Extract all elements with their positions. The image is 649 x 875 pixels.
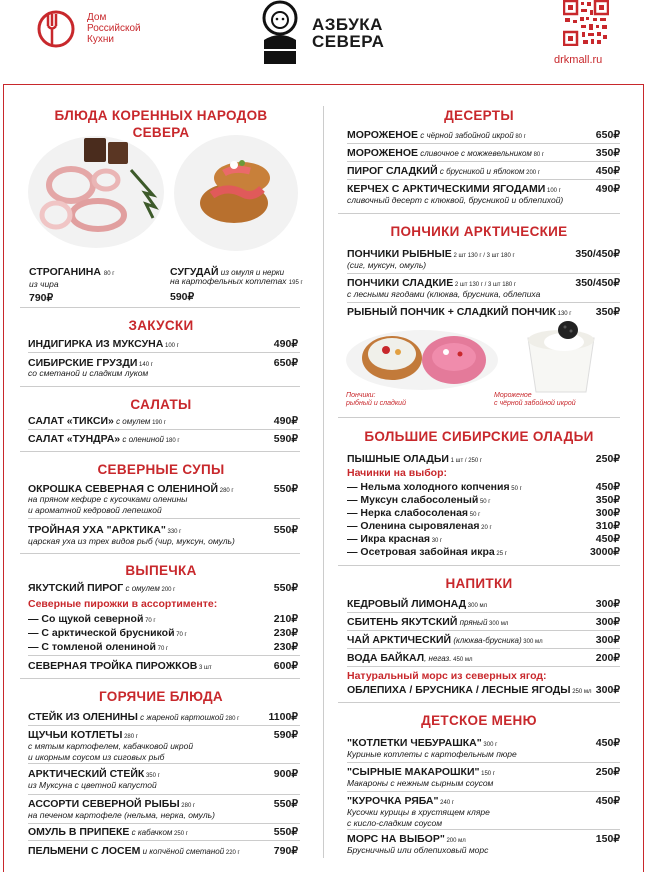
azbuka-line: АЗБУКА [312, 15, 383, 34]
item-name: — С арктической брусникой [28, 627, 175, 639]
item-desc [28, 741, 193, 762]
item-name: — Муксун слабосоленый [347, 494, 479, 506]
pirozhki-label: Северные пирожки в ассортименте: [28, 598, 218, 610]
item-sub: пряный [457, 618, 488, 627]
item-price: 490₽ [595, 183, 620, 195]
item-name: СУГУДАЙ [170, 266, 219, 278]
item-weight: 280 г [122, 734, 138, 740]
section-title-line: СЕВЕРА [132, 125, 190, 140]
section-divider [20, 386, 300, 387]
item-name: АССОРТИ СЕВЕРНОЙ РЫБЫ [28, 798, 180, 810]
menu-item-kids-mors [347, 833, 466, 845]
menu-item-mors [347, 684, 592, 696]
item-price: 250₽ [595, 766, 620, 778]
item-weight: 70 г [174, 632, 187, 638]
item-weight: 280 г [223, 716, 240, 722]
section-divider [338, 417, 620, 418]
header [0, 0, 649, 84]
filling-item [28, 627, 187, 639]
item-price: 350₽ [595, 306, 620, 318]
item-price: 790₽ [273, 845, 298, 857]
item-price: 490₽ [273, 415, 298, 427]
item-weight: 100 г [545, 188, 561, 194]
filling-item [347, 481, 522, 493]
item-price: 300₽ [595, 634, 620, 646]
item-weight: 50 г [478, 499, 491, 505]
item-price: 900₽ [273, 768, 298, 780]
item-name: СЕВЕРНАЯ ТРОЙКА ПИРОЖКОВ [28, 660, 198, 672]
section-divider [20, 451, 300, 452]
item-weight: 70 г [156, 646, 169, 652]
filling-item [347, 533, 442, 545]
item-weight: 50 г [509, 486, 522, 492]
item-weight: 240 г [438, 800, 455, 806]
item-price: 490₽ [273, 338, 298, 350]
item-sub: из омуля и нерки [218, 268, 285, 277]
item-desc-line [170, 276, 303, 289]
section-title-pancakes: БОЛЬШИЕ СИБИРСКИЕ ОЛАДЬИ [364, 429, 594, 444]
item-desc: Макароны с нежным сырным соусом [347, 778, 494, 788]
icecream-caption [494, 392, 576, 408]
item-price: 550₽ [273, 826, 298, 838]
item-sub: с кабачком [129, 828, 173, 837]
item-weight: 80 г [103, 271, 115, 277]
section-divider [20, 678, 300, 679]
row-divider [28, 794, 300, 795]
row-divider [28, 429, 300, 430]
item-name: АРКТИЧЕСКИЙ СТЕЙК [28, 768, 145, 780]
item-desc-line: с мятым картофелем, кабачковой икрой [28, 741, 194, 751]
item-price: 600₽ [273, 660, 298, 672]
row-divider [28, 823, 300, 824]
item-weight: 180 г [164, 438, 180, 444]
menu-item-kurochka-ryaba [347, 795, 454, 807]
item-desc [28, 494, 187, 515]
brand-line: Дом [87, 12, 107, 23]
section-title-desserts: ДЕСЕРТЫ [444, 108, 514, 123]
item-sub: сливочное с можжевельником [418, 149, 532, 158]
item-weight: 2 шт 130 г / 3 шт 180 г [451, 253, 515, 259]
item-name: КЕДРОВЫЙ ЛИМОНАД [347, 598, 467, 610]
menu-item-cheese-pasta [347, 766, 495, 778]
item-weight: 2 шт 130 г / 3 шт 180 г [453, 282, 517, 288]
row-divider [347, 179, 620, 180]
item-weight: 350 г [144, 773, 160, 779]
item-name: — Нельма холодного копчения [347, 481, 510, 493]
row-divider [28, 763, 300, 764]
item-name: МОРОЖЕНОЕ [347, 129, 419, 141]
item-desc: царская уха из трех видов рыб (чир, муксун, омуль) [28, 536, 235, 546]
item-name: ИНДИГИРКА ИЗ МУКСУНА [28, 338, 164, 350]
item-price: 450₽ [595, 481, 620, 493]
item-weight: 300 мл [466, 603, 488, 609]
row-divider [28, 518, 300, 519]
item-name: ПИРОГ СЛАДКИЙ [347, 165, 438, 177]
section-title-zakuski: ЗАКУСКИ [128, 318, 194, 333]
item-price: 650₽ [273, 357, 298, 369]
section-divider [20, 307, 300, 308]
mors-label: Натуральный морс из северных ягод: [347, 670, 547, 682]
item-price: 3000₽ [589, 546, 620, 558]
caption-line: рыбный и сладкий [346, 400, 406, 407]
item-weight: 200 г [159, 587, 176, 593]
menu-item-baikal-water [347, 652, 472, 664]
item-name: "КОТЛЕТКИ ЧЕБУРАШКА" [347, 737, 482, 749]
menu-item-lemonade [347, 598, 487, 610]
menu-item-donut-combo [347, 306, 572, 318]
item-price: 200₽ [595, 652, 620, 664]
azbuka-title [312, 16, 384, 50]
item-price: 590₽ [170, 291, 195, 303]
menu-item-ukha [28, 524, 181, 536]
item-sub: с чёрной забойной икрой [418, 131, 514, 140]
item-name: СИБИРСКИЕ ГРУЗДИ [28, 357, 138, 369]
item-name: — Икра красная [347, 533, 431, 545]
item-desc: со сметаной и сладким луком [28, 368, 149, 378]
menu-item-icecream-juniper [347, 147, 544, 159]
item-name: ПЕЛЬМЕНИ С ЛОСЕМ [28, 845, 141, 857]
donuts-caption [346, 392, 406, 408]
item-name: КЕРЧЕХ С АРКТИЧЕСКИМИ ЯГОДАМИ [347, 183, 546, 195]
item-weight: 190 г [150, 420, 166, 426]
item-weight: 200 мл [444, 838, 466, 844]
azbuka-logo[interactable] [252, 0, 384, 66]
item-name: — Оленина сыровяленая [347, 520, 480, 532]
fillings-label: Начинки на выбор: [347, 467, 448, 479]
menu-item-tiksi [28, 415, 166, 427]
item-desc-line: с кисло-сладким соусом [347, 817, 443, 828]
item-name: ТРОЙНАЯ УХА "АРКТИКА" [28, 524, 166, 536]
row-divider [347, 829, 620, 830]
item-weight: 280 г [218, 488, 234, 494]
item-weight: 220 г [224, 850, 240, 856]
item-sub: с омулем [123, 584, 160, 593]
item-sub: с жареной картошкой [137, 713, 224, 722]
item-name: МОРОЖЕНОЕ [347, 147, 419, 159]
item-name: ПЫШНЫЕ ОЛАДЬИ [347, 453, 449, 465]
item-name: ВОДА БАЙКАЛ [347, 652, 425, 664]
item-desc: Брусничный или облепиховый морс [347, 845, 489, 855]
menu-item-cheburashka [347, 737, 497, 749]
item-weight: 195 г [288, 280, 303, 286]
item-weight: 80 г [513, 134, 526, 140]
menu-item-icecream-caviar [347, 129, 526, 141]
item-weight: 140 г [137, 362, 153, 368]
row-divider [28, 655, 300, 656]
item-price: 550₽ [273, 798, 298, 810]
item-weight: 50 г [468, 512, 481, 518]
item-name: ОКРОШКА СЕВЕРНАЯ С ОЛЕНИНОЙ [28, 483, 219, 495]
item-name: МОРС НА ВЫБОР" [347, 833, 445, 845]
item-weight: 300 мл [521, 639, 543, 645]
item-price: 650₽ [595, 129, 620, 141]
item-weight: 70 г [143, 618, 156, 624]
item-weight: 150 г [479, 771, 496, 777]
section-title-soups: СЕВЕРНЫЕ СУПЫ [97, 462, 225, 477]
item-weight: 300 г [481, 742, 498, 748]
brand-line: Российской [87, 23, 141, 34]
qr-code-icon[interactable] [563, 0, 609, 46]
item-name: ЧАЙ АРКТИЧЕСКИЙ [347, 634, 452, 646]
item-name: ОМУЛЬ В ПРИПЕКЕ [28, 826, 130, 838]
item-weight: 80 г [531, 152, 545, 158]
item-name: "СЫРНЫЕ МАКАРОШКИ" [347, 766, 480, 778]
item-sub: (клюква-брусника) [451, 636, 522, 645]
item-price: 450₽ [595, 533, 620, 545]
section-title-donuts: ПОНЧИКИ АРКТИЧЕСКИЕ [390, 224, 568, 239]
item-name: — Со щукой северной [28, 613, 144, 625]
item-weight: 250 г [172, 831, 188, 837]
row-divider [347, 612, 620, 613]
item-price: 590₽ [273, 729, 298, 741]
menu-item-tundra [28, 433, 180, 445]
item-price: 210₽ [273, 613, 298, 625]
section-divider [338, 213, 620, 214]
menu-item-trio [28, 660, 212, 672]
row-divider [347, 143, 620, 144]
section-title-line: БЛЮДА КОРЕННЫХ НАРОДОВ [54, 108, 268, 123]
item-price: 450₽ [595, 737, 620, 749]
menu-item-sbiten [347, 616, 508, 628]
donuts-photo [342, 320, 502, 392]
item-desc-line: на пряном кефире с кусочками оленины [28, 494, 188, 504]
menu-item-sweet-donuts [347, 277, 516, 289]
item-name: ЯКУТСКИЙ ПИРОГ [28, 582, 124, 594]
item-price: 350/450₽ [575, 277, 620, 289]
item-name: — Осетровая забойная икра [347, 546, 495, 558]
section-title-hot: ГОРЯЧИЕ БЛЮДА [99, 689, 223, 704]
item-name: СТРОГАНИНА [29, 266, 101, 278]
item-weight: 250 мл [570, 689, 592, 695]
azbuka-line: СЕВЕРА [312, 32, 385, 51]
filling-item [347, 507, 480, 519]
item-sub: и копчёной сметаной [140, 847, 225, 856]
filling-item [28, 613, 156, 625]
item-name: "КУРОЧКА РЯБА" [347, 795, 439, 807]
section-title-bakery: ВЫПЕЧКА [125, 563, 197, 578]
row-divider [28, 352, 300, 353]
item-price: 300₽ [595, 598, 620, 610]
item-weight: 20 г [479, 525, 492, 531]
column-divider [323, 106, 324, 858]
menu-item-arctic-steak [28, 768, 160, 780]
item-desc: из чира [29, 279, 59, 289]
row-divider [347, 762, 620, 763]
item-name: СТЕЙК ИЗ ОЛЕНИНЫ [28, 711, 138, 723]
item-weight: 200 г [524, 170, 541, 176]
menu-item-fish-donuts [347, 248, 515, 260]
row-divider [347, 302, 620, 303]
item-price: 300₽ [595, 507, 620, 519]
item-price: 150₽ [595, 833, 620, 845]
row-divider [347, 666, 620, 667]
item-weight: 450 мл [451, 657, 473, 663]
section-title-kids: ДЕТСКОЕ МЕНЮ [421, 713, 537, 728]
menu-item-fish-assorti [28, 798, 195, 810]
section-divider [338, 702, 620, 703]
item-price: 450₽ [595, 165, 620, 177]
item-desc-line: и ароматной кедровой лепешкой [28, 504, 162, 515]
section-divider [20, 553, 300, 554]
caption-line: Мороженое [494, 392, 532, 399]
item-desc: сливочный десерт с клюквой, брусникой и облепихой) [347, 195, 564, 205]
menu-item-venison-steak [28, 711, 239, 723]
row-divider [347, 273, 620, 274]
item-desc: на картофельных котлетах [170, 276, 287, 286]
row-divider [347, 630, 620, 631]
item-name: САЛАТ «ТУНДРА» [28, 433, 121, 445]
item-name: САЛАТ «ТИКСИ» [28, 415, 114, 427]
section-title-drinks: НАПИТКИ [445, 576, 513, 591]
row-divider [28, 725, 300, 726]
house-fork-logo-icon [36, 4, 86, 54]
item-weight: 100 г [163, 343, 179, 349]
item-price: 350/450₽ [575, 248, 620, 260]
menu-item-kercheh [347, 183, 561, 195]
filling-item [28, 641, 168, 653]
section-title-salaty: САЛАТЫ [130, 397, 192, 412]
filling-item [347, 494, 491, 506]
menu-item-arctic-tea [347, 634, 543, 646]
item-sub: с олениной [120, 435, 164, 444]
item-price: 350₽ [595, 494, 620, 506]
item-desc: (сиг, муксун, омуль) [347, 260, 427, 270]
item-price: 550₽ [273, 524, 298, 536]
menu-item-yakut-pie [28, 582, 175, 594]
item-name: — С томленой олениной [28, 641, 156, 653]
section-divider [338, 565, 620, 566]
item-price: 550₽ [273, 582, 298, 594]
item-weight: 280 г [179, 803, 196, 809]
stroganina-photo [26, 130, 166, 250]
item-desc [347, 807, 490, 828]
item-weight: 25 г [494, 551, 507, 557]
item-price: 590₽ [273, 433, 298, 445]
filling-item [347, 546, 507, 558]
menu-item-pike-cutlets [28, 729, 138, 741]
item-weight: 330 г [165, 529, 182, 535]
item-weight: 3 шт [197, 665, 212, 671]
item-price: 310₽ [595, 520, 620, 532]
row-divider [347, 648, 620, 649]
menu-item-sweet-pie [347, 165, 540, 177]
sugudai-photo [172, 133, 300, 253]
menu-item-stroganina [29, 266, 114, 278]
item-price: 230₽ [273, 641, 298, 653]
item-price: 450₽ [595, 795, 620, 807]
item-desc: на печеном картофеле (нельма, нерка, омуль) [28, 810, 215, 820]
item-sub: , негаз. [424, 654, 452, 663]
icecream-photo [520, 318, 602, 394]
item-name: ПОНЧИКИ СЛАДКИЕ [347, 277, 454, 289]
item-weight: 300 мл [487, 621, 509, 627]
menu-item-indigirka [28, 338, 179, 350]
item-desc: с лесными ягодами (клюква, брусника, облепиха [347, 289, 541, 299]
item-sub: с омулем [113, 417, 151, 426]
brand-line: Кухни [87, 34, 114, 45]
item-price: 1100₽ [268, 711, 298, 723]
site-link[interactable]: drkmall.ru [554, 54, 603, 66]
menu-item-pelmeni [28, 845, 240, 857]
item-name: ПОНЧИКИ РЫБНЫЕ [347, 248, 452, 260]
item-name: ОБЛЕПИХА / БРУСНИКА / ЛЕСНЫЕ ЯГОДЫ [347, 684, 571, 696]
item-price: 250₽ [595, 453, 620, 465]
item-weight: 1 шт / 250 г [448, 458, 483, 464]
item-price: 300₽ [595, 684, 620, 696]
item-desc-line: и икорным соусом из сиговых рыб [28, 751, 165, 762]
item-desc: Куриные котлеты с картофельным пюре [347, 749, 517, 759]
caption-line: Пончики: [346, 392, 376, 399]
item-desc: из Муксуна с цветной капустой [28, 780, 157, 790]
row-divider [347, 161, 620, 162]
item-sub: с брусникой и яблоком [437, 167, 525, 176]
row-divider [28, 840, 300, 841]
item-weight: 130 г [555, 311, 572, 317]
filling-item [347, 520, 492, 532]
brand-name [87, 12, 141, 45]
item-price: 350₽ [595, 147, 620, 159]
item-desc-line: Кусочки курицы в хрустящем кляре [347, 807, 490, 817]
item-price: 790₽ [29, 292, 54, 304]
item-weight: 30 г [430, 538, 443, 544]
caption-line: с чёрной забойной икрой [494, 400, 576, 407]
item-name: ЩУЧЬИ КОТЛЕТЫ [28, 729, 123, 741]
item-name: СБИТЕНЬ ЯКУТСКИЙ [347, 616, 458, 628]
item-price: 300₽ [595, 616, 620, 628]
northern-figure-icon [252, 0, 308, 66]
item-price: 230₽ [273, 627, 298, 639]
menu-item-omul [28, 826, 188, 838]
brand-logo[interactable] [36, 4, 141, 54]
item-price: 550₽ [273, 483, 298, 495]
row-divider [347, 791, 620, 792]
item-name: РЫБНЫЙ ПОНЧИК + СЛАДКИЙ ПОНЧИК [347, 306, 556, 318]
item-name: — Нерка слабосоленая [347, 507, 469, 519]
menu-item-pancakes [347, 453, 482, 465]
